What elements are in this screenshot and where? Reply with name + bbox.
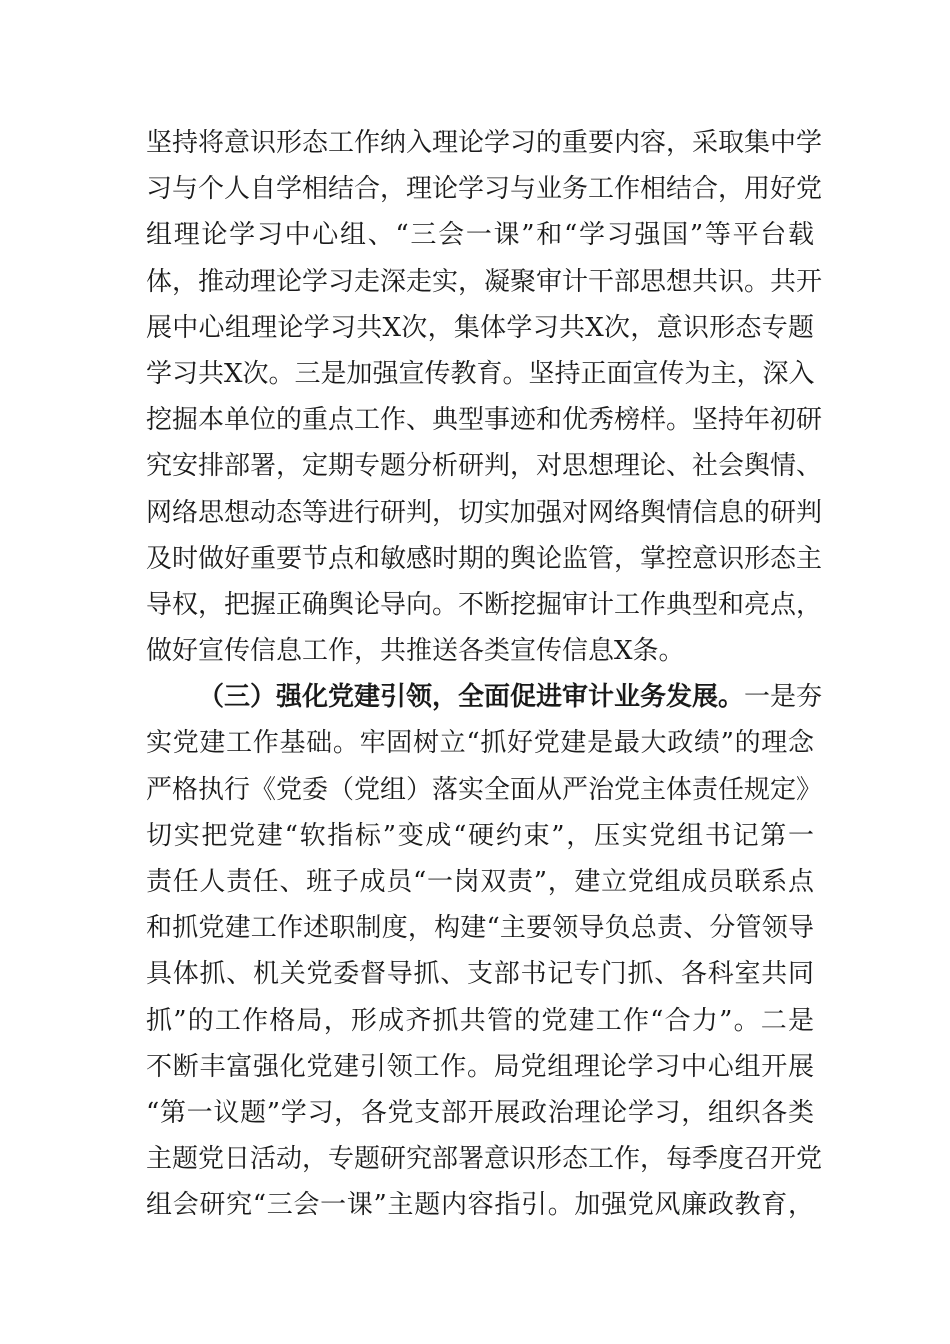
p2-line-11: 主题党日活动，专题研究部署意识形态工作，每季度召开党 <box>146 1144 823 1175</box>
p2-line-7: 具体抓、机关党委督导抓、支部书记专门抓、各科室共同 <box>146 959 814 990</box>
p1-line-2: 习与个人自学相结合，理论学习与业务工作相结合，用好党 <box>146 174 823 205</box>
p2-line-2: 实党建工作基础。牢固树立“抓好党建是最大政绩”的理念 <box>146 728 814 759</box>
p2-first-line <box>146 674 823 720</box>
p1-line-10: 及时做好重要节点和敏感时期的舆论监管，掌控意识形态主 <box>146 543 823 574</box>
p1-line-6: 学习共X次。三是加强宣传教育。坚持正面宣传为主，深入 <box>146 358 815 389</box>
document-body <box>146 120 823 1229</box>
p2-line-8: 抓”的工作格局，形成齐抓共管的党建工作“合力”。二是 <box>146 1005 814 1036</box>
p1-line-11: 导权，把握正确舆论导向。不断挖掘审计工作典型和亮点， <box>146 589 823 620</box>
p1-line-8: 究安排部署，定期专题分析研判，对思想理论、社会舆情、 <box>146 451 823 482</box>
p2-line-9: 不断丰富强化党建引领工作。局党组理论学习中心组开展 <box>146 1051 814 1082</box>
p2-first-line-rest: 一是夯 <box>744 682 823 713</box>
p2-line-4: 切实把党建“软指标”变成“硬约束”，压实党组书记第一 <box>146 820 814 851</box>
p2-line-6: 和抓党建工作述职制度，构建“主要领导负总责、分管领导 <box>146 913 814 944</box>
p1-line-12: 做好宣传信息工作，共推送各类宣传信息X条。 <box>146 636 685 667</box>
p1-line-5: 展中心组理论学习共X次，集体学习共X次，意识形态专题 <box>146 312 814 343</box>
p1-line-4: 体，推动理论学习走深走实，凝聚审计干部思想共识。共开 <box>146 266 823 297</box>
p1-line-7: 挖掘本单位的重点工作、典型事迹和优秀榜样。坚持年初研 <box>146 405 823 436</box>
section-heading: （三）强化党建引领，全面促进审计业务发展。 <box>198 682 745 713</box>
p1-line-9: 网络思想动态等进行研判，切实加强对网络舆情信息的研判 <box>146 497 823 528</box>
p1-line-3: 组理论学习中心组、“三会一课”和“学习强国”等平台载 <box>146 220 814 251</box>
p2-line-5: 责任人责任、班子成员“一岗双责”，建立党组成员联系点 <box>146 867 814 897</box>
p2-line-3: 严格执行《党委（党组）落实全面从严治党主体责任规定》 <box>146 774 823 805</box>
p2-line-10: “第一议题”学习，各党支部开展政治理论学习，组织各类 <box>146 1097 814 1128</box>
p2-line-12: 组会研究“三会一课”主题内容指引。加强党风廉政教育， <box>146 1190 814 1221</box>
p1-line-1: 坚持将意识形态工作纳入理论学习的重要内容，采取集中学 <box>146 128 823 158</box>
